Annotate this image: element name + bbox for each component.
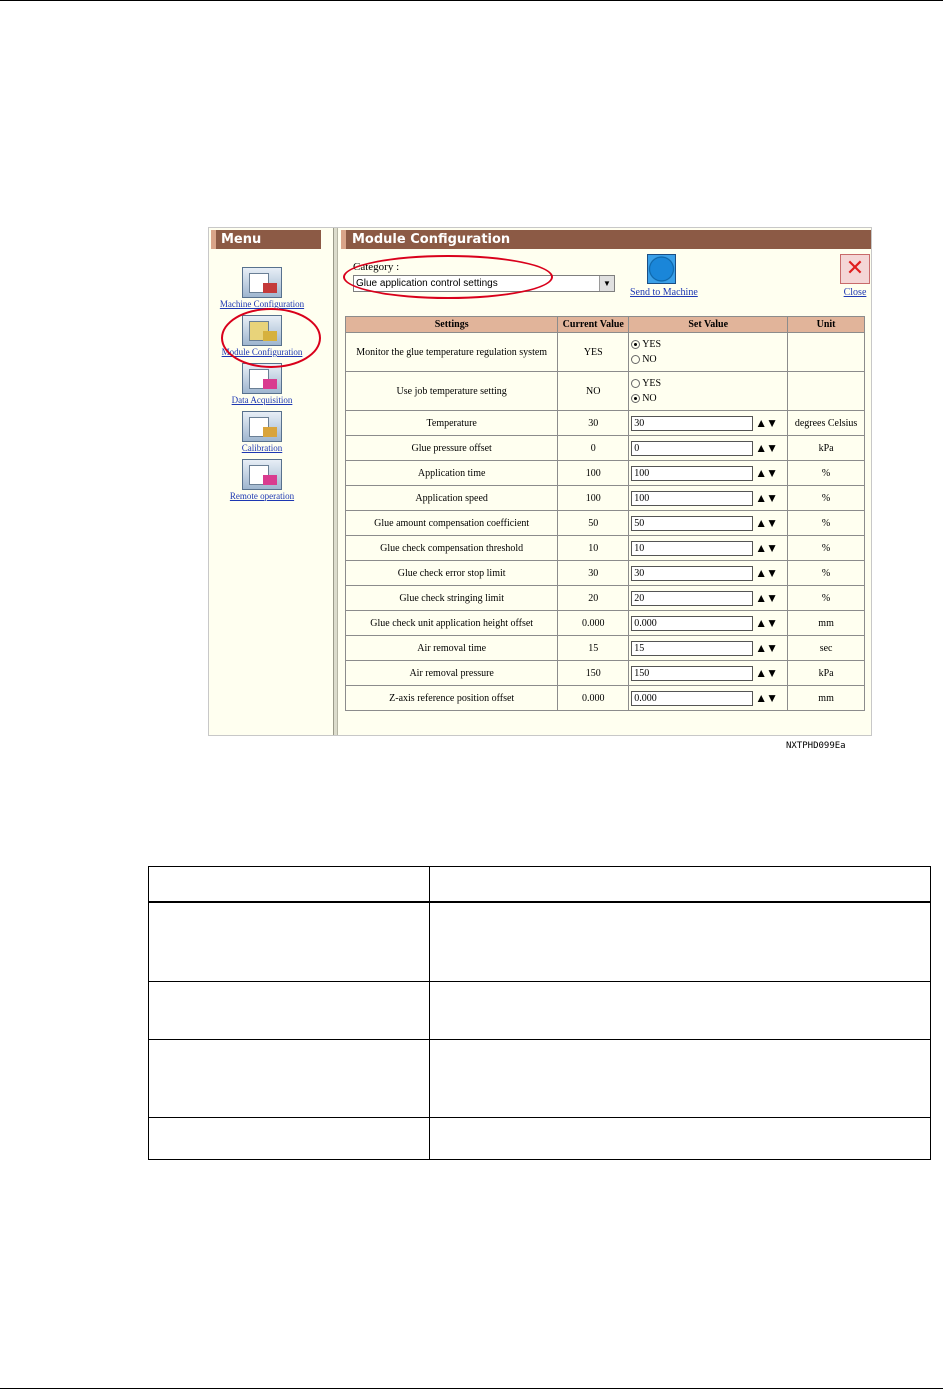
module-configuration-panel bbox=[341, 228, 871, 735]
stepper-arrows-icon[interactable]: ▲▼ bbox=[755, 540, 777, 555]
stepper-arrows-icon[interactable]: ▲▼ bbox=[755, 590, 777, 605]
table-row bbox=[346, 536, 865, 561]
set-value-input[interactable]: 0.000 bbox=[631, 691, 753, 706]
unit: % bbox=[788, 461, 865, 486]
radio-option[interactable] bbox=[631, 391, 785, 406]
current-value: 20 bbox=[558, 586, 629, 611]
menu-item-remote-operation[interactable] bbox=[209, 459, 315, 501]
stepper-arrows-icon[interactable]: ▲▼ bbox=[755, 665, 777, 680]
column-header: Set Value bbox=[629, 317, 788, 333]
current-value: NO bbox=[558, 372, 629, 411]
radio-label: NO bbox=[642, 354, 657, 365]
set-value-cell bbox=[629, 636, 788, 661]
table-row bbox=[346, 511, 865, 536]
table-row bbox=[346, 586, 865, 611]
set-value-cell bbox=[629, 536, 788, 561]
machine-configuration-icon bbox=[242, 267, 282, 298]
current-value: 30 bbox=[558, 561, 629, 586]
table-row bbox=[346, 461, 865, 486]
setting-name: Monitor the glue temperature regulation system bbox=[346, 333, 558, 372]
description-table bbox=[148, 866, 931, 1160]
calibration-icon bbox=[242, 411, 282, 442]
top-rule bbox=[0, 0, 943, 1]
current-value: 100 bbox=[558, 461, 629, 486]
menu-panel bbox=[209, 228, 333, 735]
unit: % bbox=[788, 511, 865, 536]
radio-button[interactable] bbox=[631, 355, 640, 364]
radio-label: NO bbox=[642, 393, 657, 404]
setting-name: Use job temperature setting bbox=[346, 372, 558, 411]
set-value-input[interactable]: 30 bbox=[631, 416, 753, 431]
set-value-input[interactable]: 100 bbox=[631, 491, 753, 506]
panel-divider bbox=[333, 228, 338, 735]
unit: % bbox=[788, 486, 865, 511]
current-value: 30 bbox=[558, 411, 629, 436]
stepper-arrows-icon[interactable]: ▲▼ bbox=[755, 465, 777, 480]
table-cell bbox=[429, 1039, 930, 1117]
set-value-input[interactable]: 20 bbox=[631, 591, 753, 606]
module-configuration-highlight bbox=[221, 308, 321, 368]
radio-option[interactable] bbox=[631, 376, 785, 391]
table-cell bbox=[149, 1039, 430, 1117]
set-value-input[interactable]: 150 bbox=[631, 666, 753, 681]
table-cell bbox=[429, 981, 930, 1039]
unit: mm bbox=[788, 611, 865, 636]
setting-name: Glue check unit application height offset bbox=[346, 611, 558, 636]
category-label: Category : bbox=[353, 261, 400, 273]
menu-title: Menu bbox=[211, 230, 321, 249]
settings-table-body bbox=[346, 333, 865, 711]
menu-item-label: Remote operation bbox=[229, 491, 295, 501]
menu-item-data-acquisition[interactable] bbox=[209, 363, 315, 405]
table-cell bbox=[149, 867, 430, 903]
set-value-input[interactable]: 10 bbox=[631, 541, 753, 556]
current-value: 15 bbox=[558, 636, 629, 661]
menu-item-label: Data Acquisition bbox=[231, 395, 293, 405]
table-header-row bbox=[346, 317, 865, 333]
send-to-machine-button[interactable] bbox=[630, 254, 698, 298]
setting-name: Application time bbox=[346, 461, 558, 486]
chevron-down-icon[interactable]: ▼ bbox=[599, 276, 614, 291]
set-value-input[interactable]: 0 bbox=[631, 441, 753, 456]
set-value-cell bbox=[629, 686, 788, 711]
send-icon bbox=[647, 254, 676, 284]
current-value: 0.000 bbox=[558, 611, 629, 636]
table-row bbox=[346, 636, 865, 661]
column-header: Settings bbox=[346, 317, 558, 333]
set-value-cell bbox=[629, 486, 788, 511]
unit: kPa bbox=[788, 661, 865, 686]
stepper-arrows-icon[interactable]: ▲▼ bbox=[755, 440, 777, 455]
setting-name: Air removal pressure bbox=[346, 661, 558, 686]
radio-button[interactable] bbox=[631, 379, 640, 388]
stepper-arrows-icon[interactable]: ▲▼ bbox=[755, 565, 777, 580]
set-value-cell bbox=[629, 661, 788, 686]
set-value-cell bbox=[629, 561, 788, 586]
set-value-cell bbox=[629, 461, 788, 486]
menu-item-machine-configuration[interactable] bbox=[209, 267, 315, 309]
category-value: Glue application control settings bbox=[356, 278, 498, 289]
table-cell bbox=[429, 867, 930, 903]
table-cell bbox=[429, 902, 930, 981]
current-value: 100 bbox=[558, 486, 629, 511]
setting-name: Glue check stringing limit bbox=[346, 586, 558, 611]
setting-name: Z-axis reference position offset bbox=[346, 686, 558, 711]
unit: sec bbox=[788, 636, 865, 661]
unit: kPa bbox=[788, 436, 865, 461]
set-value-cell bbox=[629, 511, 788, 536]
close-label: Close bbox=[843, 287, 867, 298]
table-cell bbox=[149, 981, 430, 1039]
stepper-arrows-icon[interactable]: ▲▼ bbox=[755, 615, 777, 630]
table-row bbox=[346, 372, 865, 411]
set-value-input[interactable]: 50 bbox=[631, 516, 753, 531]
column-header: Current Value bbox=[558, 317, 629, 333]
set-value-radio-group bbox=[629, 333, 788, 372]
bottom-rule bbox=[0, 1388, 943, 1389]
set-value-input[interactable]: 0.000 bbox=[631, 616, 753, 631]
table-row bbox=[346, 561, 865, 586]
remote-operation-icon bbox=[242, 459, 282, 490]
set-value-cell bbox=[629, 611, 788, 636]
current-value: 10 bbox=[558, 536, 629, 561]
table-row bbox=[149, 1117, 931, 1159]
unit: degrees Celsius bbox=[788, 411, 865, 436]
table-row bbox=[149, 1039, 931, 1117]
current-value: 150 bbox=[558, 661, 629, 686]
column-header: Unit bbox=[788, 317, 865, 333]
unit: % bbox=[788, 536, 865, 561]
set-value-input[interactable]: 15 bbox=[631, 641, 753, 656]
setting-name: Application speed bbox=[346, 486, 558, 511]
table-cell bbox=[149, 902, 430, 981]
current-value: 50 bbox=[558, 511, 629, 536]
module-configuration-screenshot bbox=[208, 227, 872, 736]
set-value-radio-group bbox=[629, 372, 788, 411]
send-to-machine-label: Send to Machine bbox=[630, 287, 698, 298]
unit bbox=[788, 372, 865, 411]
table-row bbox=[346, 661, 865, 686]
table-row bbox=[346, 486, 865, 511]
unit: % bbox=[788, 561, 865, 586]
table-row bbox=[149, 867, 931, 903]
radio-option[interactable] bbox=[631, 337, 785, 352]
radio-button[interactable] bbox=[631, 394, 640, 403]
figure-code: NXTPHD099Ea bbox=[786, 741, 846, 751]
page-title: Module Configuration bbox=[341, 230, 871, 249]
close-icon: ✕ bbox=[840, 254, 870, 284]
set-value-input[interactable]: 100 bbox=[631, 466, 753, 481]
setting-name: Glue pressure offset bbox=[346, 436, 558, 461]
setting-name: Temperature bbox=[346, 411, 558, 436]
menu-item-label: Calibration bbox=[241, 443, 283, 453]
stepper-arrows-icon[interactable]: ▲▼ bbox=[755, 515, 777, 530]
unit bbox=[788, 333, 865, 372]
table-row bbox=[149, 902, 931, 981]
radio-label: YES bbox=[642, 378, 662, 389]
table-row bbox=[346, 436, 865, 461]
menu-item-label: Module Configuration bbox=[221, 347, 303, 357]
settings-table bbox=[345, 316, 865, 711]
unit: % bbox=[788, 586, 865, 611]
table-cell bbox=[149, 1117, 430, 1159]
menu-item-calibration[interactable] bbox=[209, 411, 315, 453]
set-value-input[interactable]: 30 bbox=[631, 566, 753, 581]
close-button[interactable] bbox=[837, 254, 873, 298]
table-row bbox=[149, 981, 931, 1039]
set-value-cell bbox=[629, 436, 788, 461]
current-value: 0.000 bbox=[558, 686, 629, 711]
table-row bbox=[346, 333, 865, 372]
table-row bbox=[346, 411, 865, 436]
radio-button[interactable] bbox=[631, 340, 640, 349]
category-highlight bbox=[343, 255, 553, 299]
table-row bbox=[346, 686, 865, 711]
stepper-arrows-icon[interactable]: ▲▼ bbox=[755, 640, 777, 655]
radio-label: YES bbox=[642, 339, 662, 350]
setting-name: Glue check error stop limit bbox=[346, 561, 558, 586]
set-value-cell bbox=[629, 411, 788, 436]
setting-name: Glue amount compensation coefficient bbox=[346, 511, 558, 536]
set-value-cell bbox=[629, 586, 788, 611]
current-value: YES bbox=[558, 333, 629, 372]
setting-name: Glue check compensation threshold bbox=[346, 536, 558, 561]
stepper-arrows-icon[interactable]: ▲▼ bbox=[755, 690, 777, 705]
stepper-arrows-icon[interactable]: ▲▼ bbox=[755, 490, 777, 505]
unit: mm bbox=[788, 686, 865, 711]
menu-item-label: Machine Configuration bbox=[219, 299, 305, 309]
table-cell bbox=[429, 1117, 930, 1159]
table-row bbox=[346, 611, 865, 636]
setting-name: Air removal time bbox=[346, 636, 558, 661]
radio-option[interactable] bbox=[631, 352, 785, 367]
current-value: 0 bbox=[558, 436, 629, 461]
stepper-arrows-icon[interactable]: ▲▼ bbox=[755, 415, 777, 430]
